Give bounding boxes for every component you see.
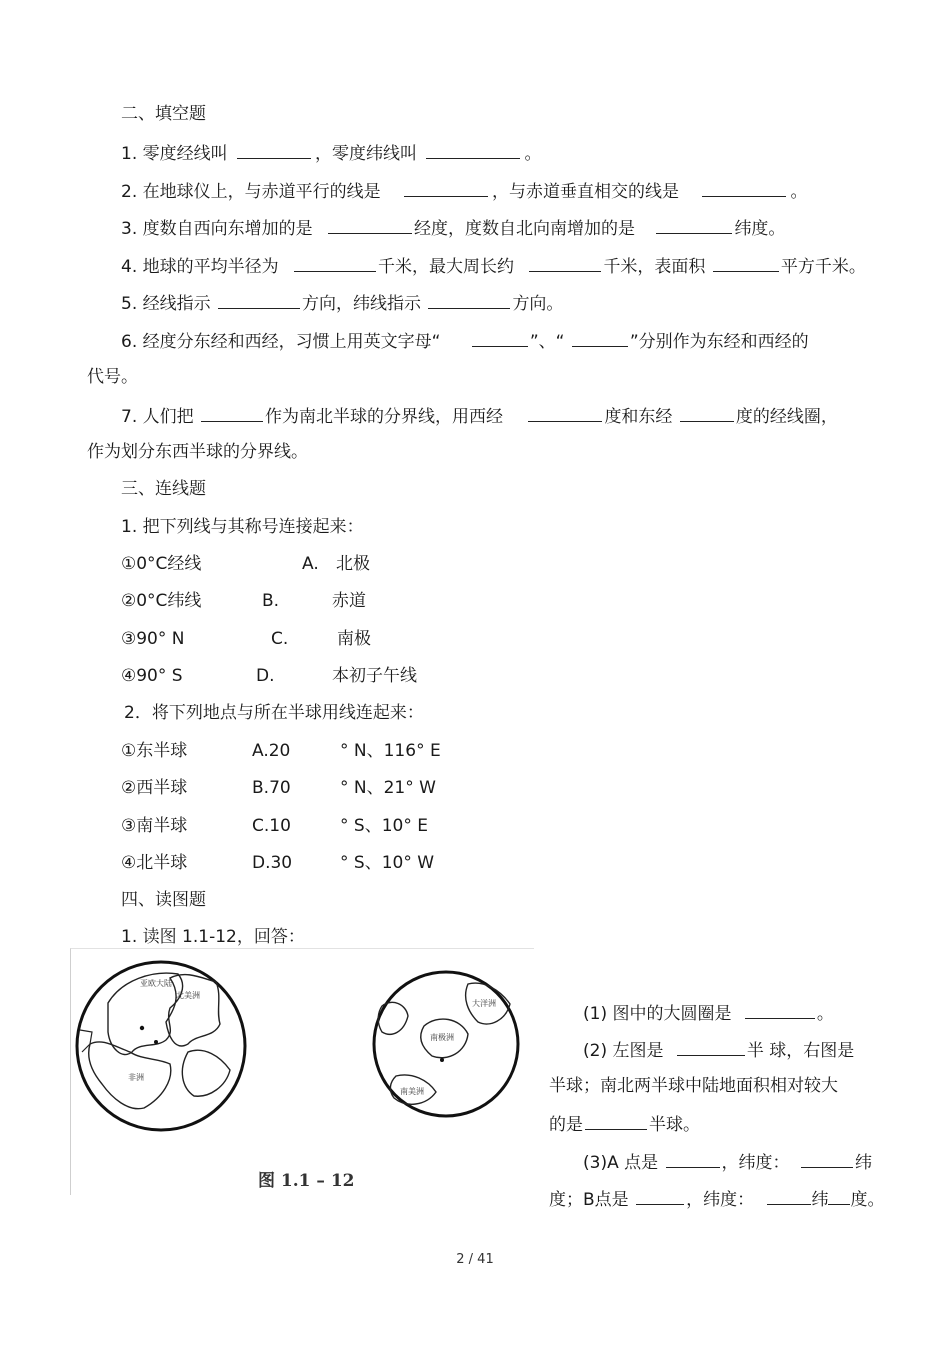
- location-label: D.30: [252, 853, 293, 873]
- question-4-1-sub3: (3)A 点是 ，纬度： 纬: [583, 1150, 872, 1174]
- location-coords: ° S、10° E: [340, 816, 428, 836]
- answer-blank[interactable]: [572, 329, 628, 347]
- question-3-1-title: 1. 把下列线与其称号连接起来：: [121, 517, 364, 537]
- answer-blank[interactable]: [636, 1187, 684, 1205]
- map-label: 南美洲: [400, 1087, 424, 1096]
- question-4-1-sub2: (2) 左图是 半 球，右图是: [583, 1038, 854, 1062]
- map-label: 南极洲: [430, 1033, 454, 1042]
- question-4-1-sub2-cont2: 的是 半球。: [549, 1112, 700, 1136]
- answer-blank[interactable]: [745, 1001, 815, 1019]
- match-right-item: 南极: [337, 629, 371, 649]
- map-label: 北美洲: [176, 991, 200, 1000]
- question-2-7: 7. 人们把 作为南北半球的分界线，用西经 度和东经 度的经线圈，: [121, 404, 838, 428]
- answer-blank[interactable]: [529, 254, 601, 272]
- answer-blank[interactable]: [702, 179, 786, 197]
- location-label: B.70: [252, 778, 291, 798]
- hemisphere-maps: [70, 948, 534, 1196]
- match-left-item: ②0°C纬线: [121, 591, 202, 611]
- page-number: 2 / 41: [456, 1252, 494, 1267]
- question-4-1-sub1: (1) 图中的大圆圈是 。: [583, 1001, 834, 1025]
- map-label: 非洲: [128, 1073, 144, 1082]
- question-4-1-sub3-cont: 度；B点是 ，纬度： 纬 度。: [549, 1187, 884, 1211]
- question-4-1-sub2-cont: 半球；南北两半球中陆地面积相对较大: [549, 1076, 838, 1096]
- match-left-item: ④90° S: [121, 666, 183, 686]
- match-left-item: ①0°C经线: [121, 554, 202, 574]
- hemisphere-item: ③南半球: [121, 816, 188, 836]
- match-letter: B.: [262, 591, 280, 611]
- question-2-4: 4. 地球的平均半径为 千米，最大周长约 千米，表面积 平方千米。: [121, 254, 866, 278]
- answer-blank[interactable]: [294, 254, 376, 272]
- section-3-title: 三、连线题: [121, 479, 206, 499]
- answer-blank[interactable]: [713, 254, 779, 272]
- map-label: 亚欧大陆: [140, 979, 172, 988]
- answer-blank[interactable]: [237, 141, 311, 159]
- answer-blank[interactable]: [656, 216, 732, 234]
- question-2-7-cont: 作为划分东西半球的分界线。: [87, 442, 308, 462]
- question-2-5: 5. 经线指示 方向，纬线指示 方向。: [121, 291, 563, 315]
- answer-blank[interactable]: [680, 404, 734, 422]
- answer-blank[interactable]: [828, 1187, 850, 1205]
- question-2-3: 3. 度数自西向东增加的是 经度，度数自北向南增加的是 纬度。: [121, 216, 785, 240]
- question-2-6-cont: 代号。: [87, 367, 138, 387]
- hemisphere-figure: [70, 948, 534, 1196]
- match-letter: D.: [256, 666, 275, 686]
- answer-blank[interactable]: [666, 1150, 720, 1168]
- answer-blank[interactable]: [585, 1112, 647, 1130]
- answer-blank[interactable]: [328, 216, 412, 234]
- question-2-1: 1. 零度经线叫 ，零度纬线叫 。: [121, 141, 541, 165]
- hemisphere-item: ④北半球: [121, 853, 188, 873]
- match-right-item: 赤道: [332, 591, 366, 611]
- north-hemisphere-map: [77, 962, 245, 1130]
- location-coords: ° S、10° W: [340, 853, 435, 873]
- question-2-2: 2. 在地球仪上，与赤道平行的线是 ，与赤道垂直相交的线是 。: [121, 179, 807, 203]
- match-right-item: 北极: [336, 554, 370, 574]
- question-3-2-title: 2．将下列地点与所在半球用线连起来：: [124, 703, 424, 723]
- answer-blank[interactable]: [426, 141, 520, 159]
- answer-blank[interactable]: [428, 291, 510, 309]
- answer-blank[interactable]: [767, 1187, 811, 1205]
- location-label: C.10: [252, 816, 291, 836]
- answer-blank[interactable]: [218, 291, 300, 309]
- answer-blank[interactable]: [201, 404, 263, 422]
- question-2-6: 6. 经度分东经和西经，习惯上用英文字母“ ”、“ ”分别作为东经和西经的: [121, 329, 809, 353]
- answer-blank[interactable]: [472, 329, 528, 347]
- answer-blank[interactable]: [404, 179, 488, 197]
- answer-blank[interactable]: [801, 1150, 853, 1168]
- section-4-title: 四、读图题: [121, 890, 206, 910]
- section-2-title: 二、填空题: [121, 104, 206, 124]
- south-hemisphere-map: [374, 972, 518, 1116]
- match-left-item: ③90° N: [121, 629, 185, 649]
- match-letter: A.: [302, 554, 319, 574]
- location-coords: ° N、21° W: [340, 778, 436, 798]
- answer-blank[interactable]: [528, 404, 602, 422]
- hemisphere-item: ①东半球: [121, 741, 188, 761]
- location-label: A.20: [252, 741, 291, 761]
- match-right-item: 本初子午线: [332, 666, 417, 686]
- match-letter: C.: [271, 629, 289, 649]
- hemisphere-item: ②西半球: [121, 778, 188, 798]
- answer-blank[interactable]: [677, 1038, 745, 1056]
- map-label: 大洋洲: [472, 999, 496, 1008]
- figure-caption: 图 1.1 – 12: [258, 1171, 355, 1191]
- location-coords: ° N、116° E: [340, 741, 441, 761]
- question-4-1-title: 1. 读图 1.1-12，回答：: [121, 927, 305, 947]
